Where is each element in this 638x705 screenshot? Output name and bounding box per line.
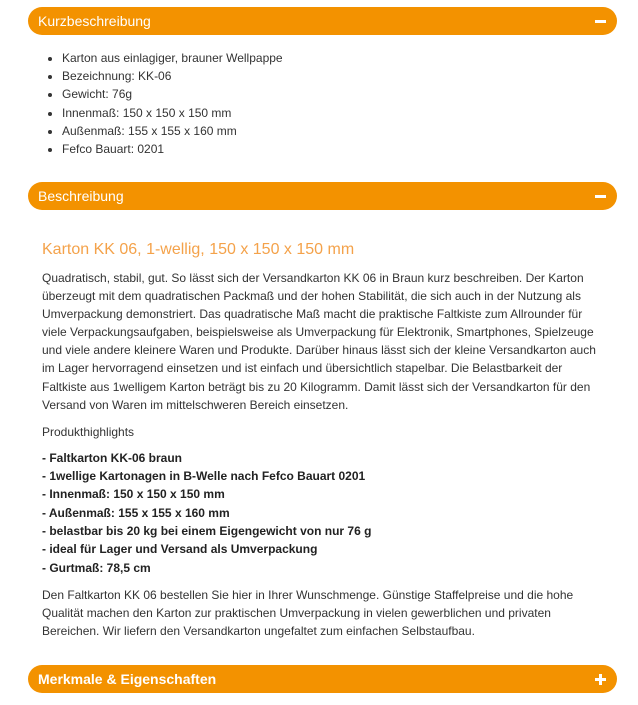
highlights-heading: Produkthighlights xyxy=(42,424,135,439)
highlight-item: - Faltkarton KK-06 braun xyxy=(42,450,183,465)
description-content xyxy=(42,239,598,640)
product-title: Karton KK 06, 1-wellig, 150 x 150 x 150 mm xyxy=(42,241,355,258)
highlight-item: - 1wellige Kartonagen in B-Welle nach Fefco Bauart 0201 xyxy=(42,469,366,484)
accordion-title: Kurzbeschreibung xyxy=(38,13,151,29)
highlight-item: - Gurtmaß: 78,5 cm xyxy=(42,560,151,575)
highlight-item: - belastbar bis 20 kg bei einem Eigengewicht von nur 76 g xyxy=(42,523,372,538)
minus-icon[interactable] xyxy=(595,16,606,27)
accordion-title: Merkmale & Eigenschaften xyxy=(38,671,217,687)
list-item: • Gewicht: 76g xyxy=(62,85,283,103)
list-item: • Innenmaß: 150 x 150 x 150 mm xyxy=(62,104,283,122)
plus-icon[interactable] xyxy=(595,674,606,685)
minus-icon[interactable] xyxy=(595,191,606,202)
accordion-header-kurzbeschreibung[interactable] xyxy=(28,7,617,35)
accordion-title: Beschreibung xyxy=(38,188,124,204)
list-item: • Bezeichnung: KK-06 xyxy=(62,67,283,85)
description-paragraph-2: Den Faltkarton KK 06 bestellen Sie hier in Ihrer Wunschmenge. Günstige Staffelpreise und die hohe Qualität machen den Karton zur praktischen Umverpackung in vielen gewerblichen und privaten Bereichen. Wir liefern den Versandkarton ungefaltet zum einfachen Selbstaufbau. xyxy=(42,587,574,639)
highlight-item: - ideal für Lager und Versand als Umverpackung xyxy=(42,542,318,557)
list-item: • Karton aus einlagiger, brauner Wellpappe xyxy=(62,49,283,67)
highlight-item: - Außenmaß: 155 x 155 x 160 mm xyxy=(42,505,230,520)
short-description-list xyxy=(42,49,283,158)
description-paragraph: Quadratisch, stabil, gut. So lässt sich der Versandkarton KK 06 in Braun kurz beschreiben. Der Karton überzeugt mit dem quadratischen Packmaß und der hohen Stabilität, die sich auch in der Nutzung als Umverpackung demonstriert. Das quadratische Maß macht die praktische Faltkiste zum Allrounder für viele Verpackungsaufgaben, beispielsweise als Umverpackung für Elektronik, Smartphones, Spielzeuge und viele andere kleinere Waren und Produkte. Darüber hinaus lässt sich der kleine Versandkarton auch im Lager hervorragend einsetzen und ist einfach und übersichtlich stapelbar. Die Belastbarkeit der Faltkiste aus 1welligem Karton beträgt bis zu 20 Kilogramm. Damit lässt sich der Versandkarton für den Versand von Waren im mittelschweren Bereich einsetzen. xyxy=(42,271,596,412)
highlights-list xyxy=(42,449,598,577)
list-item: • Außenmaß: 155 x 155 x 160 mm xyxy=(62,122,283,140)
accordion-header-merkmale[interactable] xyxy=(28,665,617,693)
accordion-header-beschreibung[interactable] xyxy=(28,182,617,210)
list-item: • Fefco Bauart: 0201 xyxy=(62,140,283,158)
highlight-item: - Innenmaß: 150 x 150 x 150 mm xyxy=(42,487,225,502)
